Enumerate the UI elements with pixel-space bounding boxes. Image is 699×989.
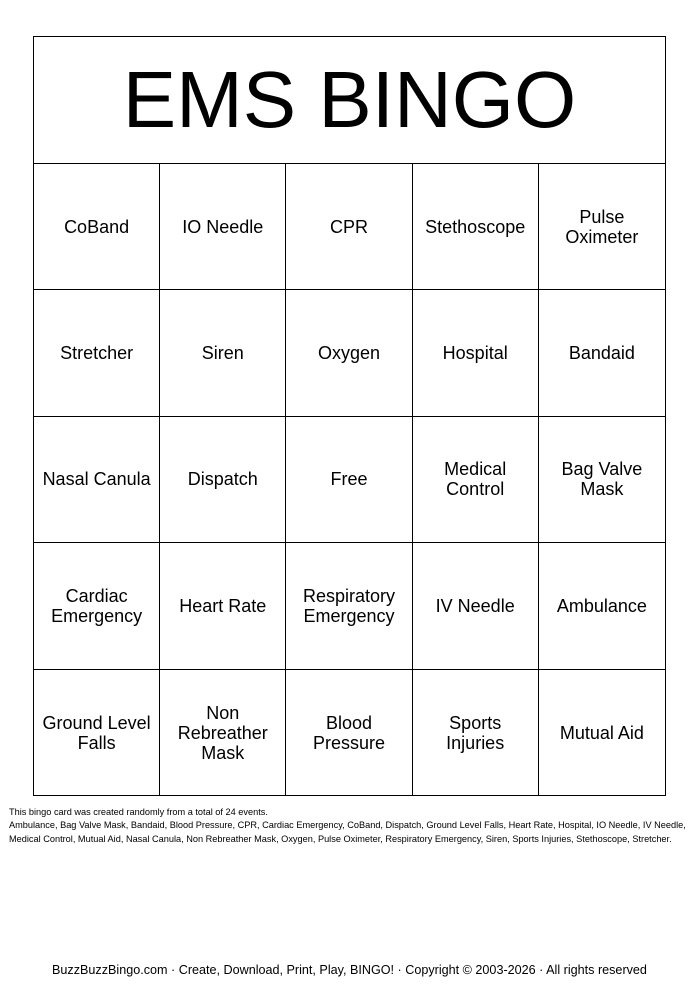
bingo-cell: CoBand xyxy=(34,164,160,290)
bingo-cell: Respiratory Emergency xyxy=(286,543,412,669)
bingo-cell: Sports Injuries xyxy=(413,670,539,796)
bingo-cell: Blood Pressure xyxy=(286,670,412,796)
bingo-cell: Pulse Oximeter xyxy=(539,164,665,290)
bingo-cell: Bandaid xyxy=(539,290,665,416)
bingo-cell: Siren xyxy=(160,290,286,416)
bingo-card xyxy=(33,36,666,796)
bingo-cell: IO Needle xyxy=(160,164,286,290)
bingo-cell: Bag Valve Mask xyxy=(539,417,665,543)
bingo-grid xyxy=(34,164,665,796)
notes-summary: This bingo card was created randomly from a total of 24 events. xyxy=(9,807,268,817)
bingo-cell: Ambulance xyxy=(539,543,665,669)
bingo-cell: Ground Level Falls xyxy=(34,670,160,796)
bingo-cell: Heart Rate xyxy=(160,543,286,669)
bingo-cell: Hospital xyxy=(413,290,539,416)
card-notes xyxy=(9,806,689,846)
bingo-cell: CPR xyxy=(286,164,412,290)
bingo-cell: Non Rebreather Mask xyxy=(160,670,286,796)
notes-event-list: Ambulance, Bag Valve Mask, Bandaid, Blood Pressure, CPR, Cardiac Emergency, CoBand, Dispatch, Ground Level Falls, Heart Rate, Hospital, IO Needle, IV Needle, Medical Control, Mutual Aid, Nasal Canula, Non Rebreather Mask, Oxygen, Pulse Oximeter, Respiratory Emergency, Siren, Sports Injuries, Stethoscope, Stretcher. xyxy=(9,820,686,844)
page-footer: BuzzBuzzBingo.com · Create, Download, Print, Play, BINGO! · Copyright © 2003-2026 · All rights reserved xyxy=(52,963,647,977)
bingo-cell: Mutual Aid xyxy=(559,722,644,743)
bingo-cell: Stretcher xyxy=(34,290,160,416)
free-space-cell: Free xyxy=(286,417,412,543)
bingo-cell: Cardiac Emergency xyxy=(34,543,160,669)
bingo-cell: IV Needle xyxy=(413,543,539,669)
bingo-cell: Oxygen xyxy=(286,290,412,416)
bingo-cell: Dispatch xyxy=(160,417,286,543)
bingo-cell: Stethoscope xyxy=(413,164,539,290)
bingo-cell: Nasal Canula xyxy=(34,417,160,543)
card-title: EMS BINGO xyxy=(34,37,665,164)
bingo-cell: Medical Control xyxy=(413,417,539,543)
